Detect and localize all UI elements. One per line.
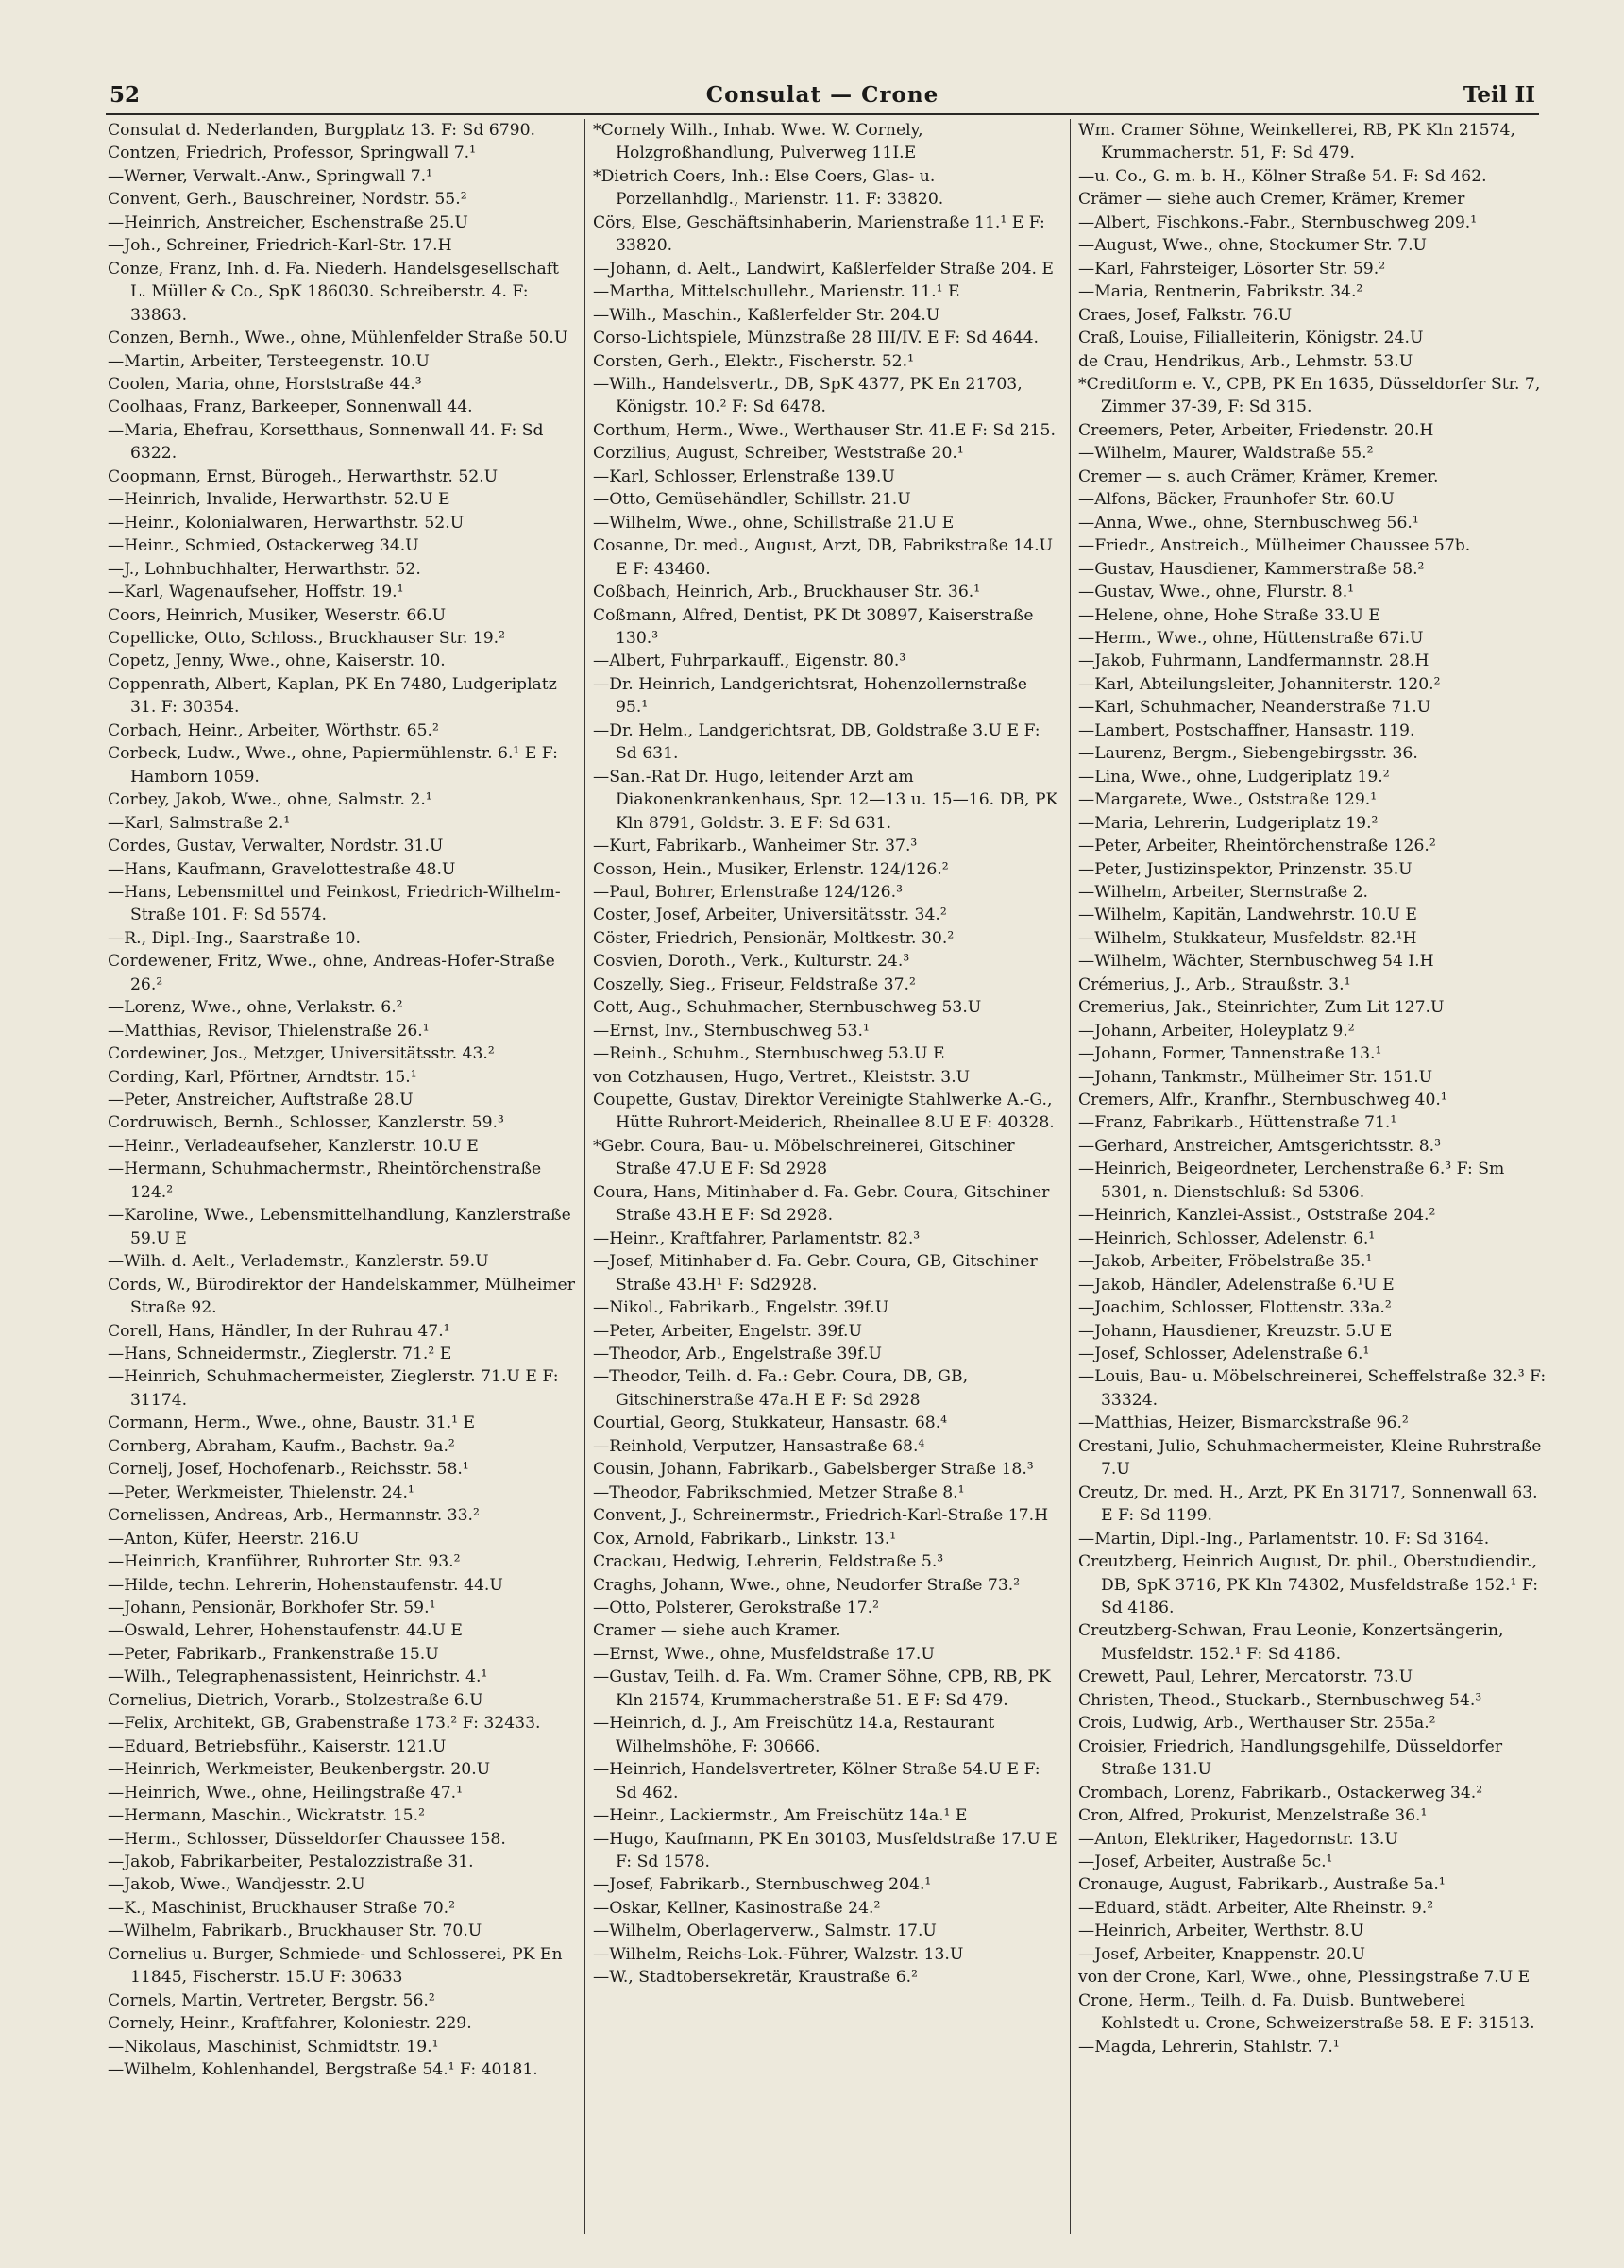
directory-entry: Cords, W., Bürodirektor der Handelskammer, Mülheimer Straße 92.: [108, 1275, 575, 1318]
directory-entry: —Wilhelm, Stukkateur, Musfeldstr. 82.¹H: [1078, 928, 1417, 948]
page-number: 52: [110, 82, 141, 108]
directory-entry: von der Crone, Karl, Wwe., ohne, Plessingstraße 7.U E: [1078, 1968, 1531, 1988]
directory-entry: —K., Maschinist, Bruckhauser Straße 70.²: [108, 1898, 455, 1918]
directory-entry: —Jakob, Händler, Adelenstraße 6.¹U E: [1078, 1275, 1395, 1295]
directory-entry: —Anton, Küfer, Heerstr. 216.U: [108, 1529, 360, 1549]
directory-entry: Coszelly, Sieg., Friseur, Feldstraße 37.²: [593, 974, 916, 994]
directory-entry: —Hans, Lebensmittel und Feinkost, Friedrich-Wilhelm-Straße 101. F: Sd 5574.: [108, 882, 561, 925]
directory-entry: Consulat d. Nederlanden, Burgplatz 13. F: Sd 6790.: [108, 121, 535, 140]
directory-entry: Cousin, Johann, Fabrikarb., Gabelsberger Straße 18.³: [593, 1460, 1034, 1480]
directory-entry: —Maria, Rentnerin, Fabrikstr. 34.²: [1078, 282, 1363, 302]
directory-entry: —Alfons, Bäcker, Fraunhofer Str. 60.U: [1078, 490, 1395, 510]
directory-entry: —Heinr., Verladeaufseher, Kanzlerstr. 10.U E: [108, 1136, 479, 1156]
directory-entry: —Johann, Hausdiener, Kreuzstr. 5.U E: [1078, 1321, 1393, 1341]
directory-entry: —Theodor, Arb., Engelstraße 39f.U: [593, 1345, 883, 1364]
directory-entry: Corbach, Heinr., Arbeiter, Wörthstr. 65.²: [108, 720, 439, 740]
directory-entry: —Martha, Mittelschullehr., Marienstr. 11.¹ E: [593, 282, 960, 302]
directory-entry: —Theodor, Fabrikschmied, Metzer Straße 8.¹: [593, 1482, 965, 1502]
directory-entry: —Peter, Werkmeister, Thielenstr. 24.¹: [108, 1482, 414, 1502]
directory-entry: von Cotzhausen, Hugo, Vertret., Kleiststr. 3.U: [593, 1067, 971, 1087]
directory-entry: Cosson, Hein., Musiker, Erlenstr. 124/126.²: [593, 859, 949, 879]
page-header: [106, 81, 1539, 115]
directory-entry: Cott, Aug., Schuhmacher, Sternbuschweg 53.U: [593, 998, 982, 1018]
directory-entry: —Heinrich, Wwe., ohne, Heilingstraße 47.¹: [108, 1783, 464, 1803]
directory-entry: —Helene, ohne, Hohe Straße 33.U E: [1078, 605, 1380, 625]
directory-entry: Courtial, Georg, Stukkateur, Hansastr. 68.⁴: [593, 1413, 948, 1433]
directory-entry: —Dr. Heinrich, Landgerichtsrat, Hohenzollernstraße 95.¹: [593, 674, 1027, 718]
directory-entry: Christen, Theod., Stuckarb., Sternbuschweg 54.³: [1078, 1690, 1482, 1710]
directory-entry: —Heinrich, Invalide, Herwarthstr. 52.U E: [108, 490, 450, 510]
directory-entry: de Crau, Hendrikus, Arb., Lehmstr. 53.U: [1078, 351, 1413, 371]
directory-entry: —Ernst, Inv., Sternbuschweg 53.¹: [593, 1021, 870, 1041]
running-title: Consulat — Crone: [705, 82, 939, 108]
directory-entry: —Josef, Fabrikarb., Sternbuschweg 204.¹: [593, 1875, 932, 1895]
directory-entry: Convent, Gerh., Bauschreiner, Nordstr. 55.²: [108, 190, 467, 210]
directory-entry: Cornelius, Dietrich, Vorarb., Stolzestraße 6.U: [108, 1690, 483, 1710]
directory-entry: Cordewener, Fritz, Wwe., ohne, Andreas-Hofer-Straße 26.²: [108, 952, 555, 994]
directory-entry: Crois, Ludwig, Arb., Werthauser Str. 255a.²: [1078, 1714, 1436, 1734]
directory-entry: —Karl, Salmstraße 2.¹: [108, 813, 291, 833]
directory-entry: —Hugo, Kaufmann, PK En 30103, Musfeldstraße 17.U E F: Sd 1578.: [593, 1829, 1057, 1871]
directory-entry: Craß, Louise, Filialleiterin, Königstr. 24.U: [1078, 329, 1424, 348]
directory-column-2: [593, 119, 1061, 2234]
directory-entry: —Karoline, Wwe., Lebensmittelhandlung, Kanzlerstraße 59.U E: [108, 1206, 571, 1248]
directory-entry: —San.-Rat Dr. Hugo, leitender Arzt am Diakonenkrankenhaus, Spr. 12—13 u. 15—16. DB, PK Kln 8791, Goldstr. 3. E F: Sd 631.: [593, 767, 1058, 833]
directory-entry: —Hermann, Maschin., Wickratstr. 15.²: [108, 1806, 425, 1826]
directory-entry: Crémerius, J., Arb., Straußstr. 3.¹: [1078, 974, 1351, 994]
directory-entry: Coßmann, Alfred, Dentist, PK Dt 30897, Kaiserstraße 130.³: [593, 605, 1034, 648]
directory-entry: —Johann, d. Aelt., Landwirt, Kaßlerfelder Straße 204. E: [593, 259, 1054, 279]
directory-entry: —Reinh., Schuhm., Sternbuschweg 53.U E: [593, 1044, 945, 1064]
directory-entry: —Hans, Schneidermstr., Zieglerstr. 71.² E: [108, 1345, 452, 1364]
directory-entry: —Otto, Polsterer, Gerokstraße 17.²: [593, 1599, 880, 1617]
directory-entry: Cordewiner, Jos., Metzger, Universitätsstr. 43.²: [108, 1044, 495, 1064]
directory-entry: —Werner, Verwalt.-Anw., Springwall 7.¹: [108, 166, 432, 186]
directory-entry: Cremers, Alfr., Kranfhr., Sternbuschweg 40.¹: [1078, 1091, 1447, 1110]
directory-entry: —Karl, Schuhmacher, Neanderstraße 71.U: [1078, 698, 1431, 718]
directory-entry: —Wilh. d. Aelt., Verlademstr., Kanzlerstr. 59.U: [108, 1252, 489, 1272]
directory-entry: —Heinr., Schmied, Ostackerweg 34.U: [108, 536, 419, 556]
directory-entry: —Jakob, Arbeiter, Fröbelstraße 35.¹: [1078, 1252, 1373, 1272]
directory-entry: —Ernst, Wwe., ohne, Musfeldstraße 17.U: [593, 1644, 935, 1664]
directory-entry: —Gustav, Teilh. d. Fa. Wm. Cramer Söhne, CPB, RB, PK Kln 21574, Krummacherstraße 51. E F: Sd 479.: [593, 1667, 1051, 1710]
directory-entry: Craes, Josef, Falkstr. 76.U: [1078, 305, 1293, 325]
directory-entry: —Peter, Arbeiter, Rheintörchenstraße 126.²: [1078, 837, 1436, 856]
directory-entry: Cornelius u. Burger, Schmiede- und Schlosserei, PK En 11845, Fischerstr. 15.U F: 30633: [108, 1944, 563, 1988]
directory-entry: —Josef, Arbeiter, Austraße 5c.¹: [1078, 1852, 1333, 1871]
directory-entry: —Peter, Anstreicher, Auftstraße 28.U: [108, 1091, 414, 1110]
directory-entry: Cremerius, Jak., Steinrichter, Zum Lit 127.U: [1078, 998, 1445, 1018]
directory-entry: Cronauge, August, Fabrikarb., Austraße 5a.¹: [1078, 1875, 1446, 1895]
directory-entry: —Oswald, Lehrer, Hohenstaufenstr. 44.U E: [108, 1621, 463, 1641]
directory-entry: —Karl, Schlosser, Erlenstraße 139.U: [593, 466, 895, 486]
directory-entry: Coura, Hans, Mitinhaber d. Fa. Gebr. Coura, Gitschiner Straße 43.H E F: Sd 2928.: [593, 1182, 1050, 1226]
directory-entry: —Heinrich, Kranführer, Ruhrorter Str. 93.²: [108, 1552, 461, 1572]
directory-entry: —Gustav, Wwe., ohne, Flurstr. 8.¹: [1078, 583, 1355, 602]
directory-entry: —u. Co., G. m. b. H., Kölner Straße 54. F: Sd 462.: [1078, 166, 1487, 186]
directory-entry: —Magda, Lehrerin, Stahlstr. 7.¹: [1078, 2037, 1340, 2056]
directory-entry: —Jakob, Wwe., Wandjesstr. 2.U: [108, 1875, 365, 1895]
directory-entry: —Heinrich, Beigeordneter, Lerchenstraße 6.³ F: Sm 5301, n. Dienstschluß: Sd 5306.: [1078, 1159, 1505, 1202]
directory-entry: —Wilhelm, Fabrikarb., Bruckhauser Str. 70.U: [108, 1921, 482, 1941]
directory-entry: —Heinrich, Schuhmachermeister, Zieglerstr. 71.U E F: 31174.: [108, 1367, 559, 1410]
directory-entry: Cosvien, Doroth., Verk., Kulturstr. 24.³: [593, 952, 910, 972]
directory-entry: Cornely, Heinr., Kraftfahrer, Koloniestr. 229.: [108, 2014, 472, 2034]
directory-entry: —Heinr., Kolonialwaren, Herwarthstr. 52.U: [108, 513, 465, 533]
directory-entry: *Cornely Wilh., Inhab. Wwe. W. Cornely, Holzgroßhandlung, Pulverweg 11I.E: [593, 121, 923, 163]
directory-entry: —Herm., Wwe., ohne, Hüttenstraße 67i.U: [1078, 628, 1424, 648]
directory-entry: —Nikol., Fabrikarb., Engelstr. 39f.U: [593, 1298, 889, 1318]
directory-entry: Coopmann, Ernst, Bürogeh., Herwarthstr. 52.U: [108, 466, 499, 486]
directory-entry: Creutzberg-Schwan, Frau Leonie, Konzertsängerin, Musfeldstr. 152.¹ F: Sd 4186.: [1078, 1621, 1504, 1664]
directory-entry: —Martin, Dipl.-Ing., Parlamentstr. 10. F: Sd 3164.: [1078, 1529, 1490, 1549]
directory-entry: Coppenrath, Albert, Kaplan, PK En 7480, Ludgeriplatz 31. F: 30354.: [108, 674, 557, 718]
directory-entry: —Karl, Abteilungsleiter, Johanniterstr. 120.²: [1078, 674, 1441, 694]
directory-entry: *Dietrich Coers, Inh.: Else Coers, Glas- u. Porzellanhdlg., Marienstr. 11. F: 33820.: [593, 166, 944, 210]
directory-entry: —Anna, Wwe., ohne, Sternbuschweg 56.¹: [1078, 513, 1419, 533]
directory-entry: —Karl, Wagenaufseher, Hoffstr. 19.¹: [108, 583, 404, 602]
directory-entry: —Wilhelm, Wwe., ohne, Schillstraße 21.U E: [593, 513, 955, 533]
directory-entry: Cramer — siehe auch Kramer.: [593, 1621, 841, 1641]
directory-entry: —Heinrich, Arbeiter, Werthstr. 8.U: [1078, 1921, 1364, 1941]
directory-column-3: [1078, 119, 1547, 2234]
directory-entry: —W., Stadtobersekretär, Kraustraße 6.²: [593, 1968, 918, 1988]
directory-entry: —Johann, Arbeiter, Holeyplatz 9.²: [1078, 1021, 1355, 1041]
directory-entry: Cordes, Gustav, Verwalter, Nordstr. 31.U: [108, 837, 444, 856]
directory-entry: —Joh., Schreiner, Friedrich-Karl-Str. 17.H: [108, 236, 452, 256]
directory-entry: Crestani, Julio, Schuhmachermeister, Kleine Ruhrstraße 7.U: [1078, 1436, 1542, 1480]
directory-entry: —Martin, Arbeiter, Tersteegenstr. 10.U: [108, 351, 430, 371]
directory-entry: —Wilh., Maschin., Kaßlerfelder Str. 204.U: [593, 305, 940, 325]
directory-entry: —Friedr., Anstreich., Mülheimer Chaussee 57b.: [1078, 536, 1471, 556]
directory-entry: Cornelissen, Andreas, Arb., Hermannstr. 33.²: [108, 1506, 480, 1526]
directory-entry: Coors, Heinrich, Musiker, Weserstr. 66.U: [108, 605, 447, 625]
directory-entry: —Kurt, Fabrikarb., Wanheimer Str. 37.³: [593, 837, 918, 856]
directory-entry: —Hans, Kaufmann, Gravelottestraße 48.U: [108, 859, 456, 879]
directory-entry: —Heinr., Kraftfahrer, Parlamentstr. 82.³: [593, 1228, 921, 1248]
directory-entry: Cording, Karl, Pförtner, Arndtstr. 15.¹: [108, 1067, 417, 1087]
directory-entry: —Heinrich, d. J., Am Freischütz 14.a, Restaurant Wilhelmshöhe, F: 30666.: [593, 1714, 995, 1756]
directory-entry: Craghs, Johann, Wwe., ohne, Neudorfer Straße 73.²: [593, 1575, 1021, 1595]
directory-entry: Cornels, Martin, Vertreter, Bergstr. 56.²: [108, 1990, 435, 2010]
directory-entry: Copetz, Jenny, Wwe., ohne, Kaiserstr. 10.: [108, 652, 446, 671]
directory-entry: —Wilhelm, Arbeiter, Sternstraße 2.: [1078, 882, 1368, 902]
directory-entry: —Jakob, Fabrikarbeiter, Pestalozzistraße 31.: [108, 1852, 474, 1871]
directory-entry: —Louis, Bau- u. Möbelschreinerei, Scheffelstraße 32.³ F: 33324.: [1078, 1367, 1547, 1410]
column-divider-2: [1070, 119, 1071, 2234]
directory-entry: *Gebr. Coura, Bau- u. Möbelschreinerei, Gitschiner Straße 47.U E F: Sd 2928: [593, 1136, 1015, 1179]
directory-entry: Corell, Hans, Händler, In der Ruhrau 47.¹: [108, 1321, 450, 1341]
directory-entry: —Wilh., Telegraphenassistent, Heinrichstr. 4.¹: [108, 1667, 488, 1687]
directory-entry: Corso-Lichtspiele, Münzstraße 28 III/IV. E F: Sd 4644.: [593, 329, 1040, 348]
directory-entry: Cremer — s. auch Crämer, Krämer, Kremer.: [1078, 466, 1439, 486]
directory-entry: —Wilhelm, Kohlenhandel, Bergstraße 54.¹ F: 40181.: [108, 2060, 538, 2080]
directory-entry: Conze, Franz, Inh. d. Fa. Niederh. Handelsgesellschaft L. Müller & Co., SpK 186030. Schreiberstr. 4. F: 33863.: [108, 259, 559, 325]
directory-entry: —Herm., Schlosser, Düsseldorfer Chaussee 158.: [108, 1829, 506, 1849]
directory-entry: Convent, J., Schreinermstr., Friedrich-Karl-Straße 17.H: [593, 1506, 1049, 1526]
section-label: Teil II: [1463, 82, 1535, 108]
directory-entry: Conzen, Bernh., Wwe., ohne, Mühlenfelder Straße 50.U: [108, 329, 568, 348]
directory-entry: —Lina, Wwe., ohne, Ludgeriplatz 19.²: [1078, 767, 1390, 787]
directory-entry: —Matthias, Revisor, Thielenstraße 26.¹: [108, 1021, 430, 1041]
directory-entry: Corthum, Herm., Wwe., Werthauser Str. 41.E F: Sd 215.: [593, 420, 1056, 440]
directory-entry: Cöster, Friedrich, Pensionär, Moltkestr. 30.²: [593, 928, 955, 948]
directory-entry: —Otto, Gemüsehändler, Schillstr. 21.U: [593, 490, 911, 510]
directory-entry: —Nikolaus, Maschinist, Schmidtstr. 19.¹: [108, 2037, 439, 2056]
directory-entry: —Wilhelm, Kapitän, Landwehrstr. 10.U E: [1078, 906, 1417, 925]
directory-entry: —Eduard, städt. Arbeiter, Alte Rheinstr. 9.²: [1078, 1898, 1434, 1918]
directory-entry: Creutzberg, Heinrich August, Dr. phil., Oberstudiendir., DB, SpK 3716, PK Kln 74302, Musfeldstraße 152.¹ F: Sd 4186.: [1078, 1552, 1538, 1617]
directory-entry: Coster, Josef, Arbeiter, Universitätsstr. 34.²: [593, 906, 947, 925]
directory-entry: Wm. Cramer Söhne, Weinkellerei, RB, PK Kln 21574, Krummacherstr. 51, F: Sd 479.: [1078, 121, 1515, 163]
directory-entry: —Johann, Tankmstr., Mülheimer Str. 151.U: [1078, 1067, 1433, 1087]
directory-entry: Copellicke, Otto, Schloss., Bruckhauser Str. 19.²: [108, 628, 506, 648]
directory-entry: Crackau, Hedwig, Lehrerin, Feldstraße 5.³: [593, 1552, 944, 1572]
directory-entry: —Oskar, Kellner, Kasinostraße 24.²: [593, 1898, 881, 1918]
directory-entry: —Josef, Arbeiter, Knappenstr. 20.U: [1078, 1944, 1365, 1964]
directory-entry: —Karl, Fahrsteiger, Lösorter Str. 59.²: [1078, 259, 1386, 279]
directory-entry: —Johann, Former, Tannenstraße 13.¹: [1078, 1044, 1382, 1064]
directory-entry: —Johann, Pensionär, Borkhofer Str. 59.¹: [108, 1599, 436, 1617]
directory-entry: —Heinrich, Schlosser, Adelenstr. 6.¹: [1078, 1228, 1376, 1248]
directory-entry: —Albert, Fuhrparkauff., Eigenstr. 80.³: [593, 652, 906, 671]
directory-entry: Cornelj, Josef, Hochofenarb., Reichsstr. 58.¹: [108, 1460, 469, 1480]
directory-entry: —Jakob, Fuhrmann, Landfermannstr. 28.H: [1078, 652, 1429, 671]
directory-entry: Corbey, Jakob, Wwe., ohne, Salmstr. 2.¹: [108, 790, 432, 810]
directory-entry: —Dr. Helm., Landgerichtsrat, DB, Goldstraße 3.U E F: Sd 631.: [593, 720, 1040, 764]
directory-entry: —Peter, Arbeiter, Engelstr. 39f.U: [593, 1321, 862, 1341]
directory-entry: —Hilde, techn. Lehrerin, Hohenstaufenstr. 44.U: [108, 1575, 503, 1595]
directory-entry: Cörs, Else, Geschäftsinhaberin, Marienstraße 11.¹ E F: 33820.: [593, 212, 1045, 256]
directory-entry: —Margarete, Wwe., Oststraße 129.¹: [1078, 790, 1378, 810]
directory-entry: —Matthias, Heizer, Bismarckstraße 96.²: [1078, 1413, 1409, 1433]
directory-entry: Crombach, Lorenz, Fabrikarb., Ostackerweg 34.²: [1078, 1783, 1483, 1803]
directory-entry: —Josef, Schlosser, Adelenstraße 6.¹: [1078, 1345, 1370, 1364]
directory-entry: —Gerhard, Anstreicher, Amtsgerichtsstr. 8.³: [1078, 1136, 1441, 1156]
directory-entry: Cosanne, Dr. med., August, Arzt, DB, Fabrikstraße 14.U E F: 43460.: [593, 536, 1054, 579]
directory-entry: —Heinrich, Werkmeister, Beukenbergstr. 20.U: [108, 1760, 491, 1780]
directory-entry: Corsten, Gerh., Elektr., Fischerstr. 52.¹: [593, 351, 914, 371]
directory-entry: Creutz, Dr. med. H., Arzt, PK En 31717, Sonnenwall 63. E F: Sd 1199.: [1078, 1482, 1538, 1526]
directory-entry: Cormann, Herm., Wwe., ohne, Baustr. 31.¹ E: [108, 1413, 476, 1433]
directory-entry: Crone, Herm., Teilh. d. Fa. Duisb. Buntweberei Kohlstedt u. Crone, Schweizerstraße 58. E F: 31513.: [1078, 1990, 1535, 2034]
directory-entry: —Franz, Fabrikarb., Hüttenstraße 71.¹: [1078, 1113, 1397, 1133]
directory-entry: Cron, Alfred, Prokurist, Menzelstraße 36.¹: [1078, 1806, 1428, 1826]
directory-entry: —Peter, Justizinspektor, Prinzenstr. 35.U: [1078, 859, 1413, 879]
directory-entry: —Hermann, Schuhmachermstr., Rheintörchenstraße 124.²: [108, 1159, 542, 1202]
directory-entry: —Wilhelm, Maurer, Waldstraße 55.²: [1078, 444, 1374, 464]
directory-entry: Coolhaas, Franz, Barkeeper, Sonnenwall 44.: [108, 398, 473, 417]
directory-entry: —Heinrich, Anstreicher, Eschenstraße 25.U: [108, 212, 468, 232]
directory-entry: Crämer — siehe auch Cremer, Krämer, Kremer: [1078, 190, 1465, 210]
directory-entry: —J., Lohnbuchhalter, Herwarthstr. 52.: [108, 559, 421, 579]
directory-entry: Cordruwisch, Bernh., Schlosser, Kanzlerstr. 59.³: [108, 1113, 504, 1133]
directory-entry: —Laurenz, Bergm., Siebengebirgsstr. 36.: [1078, 744, 1418, 764]
directory-entry: —Reinhold, Verputzer, Hansastraße 68.⁴: [593, 1436, 925, 1456]
directory-entry: Croisier, Friedrich, Handlungsgehilfe, Düsseldorfer Straße 131.U: [1078, 1736, 1503, 1780]
directory-entry: —Maria, Ehefrau, Korsetthaus, Sonnenwall 44. F: Sd 6322.: [108, 420, 544, 464]
directory-entry: Corbeck, Ludw., Wwe., ohne, Papiermühlenstr. 6.¹ E F: Hamborn 1059.: [108, 744, 558, 787]
directory-entry: *Creditform e. V., CPB, PK En 1635, Düsseldorfer Str. 7, Zimmer 37-39, F: Sd 315.: [1078, 374, 1541, 417]
directory-entry: Cox, Arnold, Fabrikarb., Linkstr. 13.¹: [593, 1529, 897, 1549]
directory-entry: —Gustav, Hausdiener, Kammerstraße 58.²: [1078, 559, 1425, 579]
directory-entry: Creemers, Peter, Arbeiter, Friedenstr. 20.H: [1078, 420, 1434, 440]
directory-entry: Coolen, Maria, ohne, Horststraße 44.³: [108, 374, 422, 394]
directory-entry: —Theodor, Teilh. d. Fa.: Gebr. Coura, DB, GB, Gitschinerstraße 47a.H E F: Sd 2928: [593, 1367, 969, 1410]
directory-entry: —Lorenz, Wwe., ohne, Verlakstr. 6.²: [108, 998, 403, 1018]
directory-entry: —Heinrich, Handelsvertreter, Kölner Straße 54.U E F: Sd 462.: [593, 1760, 1040, 1803]
directory-entry: —Wilh., Handelsvertr., DB, SpK 4377, PK En 21703, Königstr. 10.² F: Sd 6478.: [593, 374, 1023, 417]
directory-entry: —Wilhelm, Wächter, Sternbuschweg 54 I.H: [1078, 952, 1434, 972]
directory-entry: —Albert, Fischkons.-Fabr., Sternbuschweg 209.¹: [1078, 212, 1478, 232]
directory-entry: —Josef, Mitinhaber d. Fa. Gebr. Coura, GB, Gitschiner Straße 43.H¹ F: Sd2928.: [593, 1252, 1038, 1295]
directory-entry: —Wilhelm, Oberlagerverw., Salmstr. 17.U: [593, 1921, 937, 1941]
directory-entry: Cornberg, Abraham, Kaufm., Bachstr. 9a.²: [108, 1436, 455, 1456]
directory-entry: —Felix, Architekt, GB, Grabenstraße 173.² F: 32433.: [108, 1714, 541, 1734]
directory-entry: —Joachim, Schlosser, Flottenstr. 33a.²: [1078, 1298, 1392, 1318]
directory-entry: Crewett, Paul, Lehrer, Mercatorstr. 73.U: [1078, 1667, 1413, 1687]
directory-entry: —Lambert, Postschaffner, Hansastr. 119.: [1078, 720, 1415, 740]
directory-entry: —August, Wwe., ohne, Stockumer Str. 7.U: [1078, 236, 1428, 256]
directory-entry: Corzilius, August, Schreiber, Weststraße 20.¹: [593, 444, 964, 464]
directory-entry: —Eduard, Betriebsführ., Kaiserstr. 121.U: [108, 1736, 447, 1756]
directory-entry: Coßbach, Heinrich, Arb., Bruckhauser Str. 36.¹: [593, 583, 981, 602]
directory-entry: Coupette, Gustav, Direktor Vereinigte Stahlwerke A.-G., Hütte Ruhrort-Meiderich, Rheinallee 8.U E F: 40328.: [593, 1091, 1055, 1133]
directory-entry: —Heinrich, Kanzlei-Assist., Oststraße 204.²: [1078, 1206, 1436, 1226]
directory-entry: —Wilhelm, Reichs-Lok.-Führer, Walzstr. 13.U: [593, 1944, 964, 1964]
directory-entry: —Heinr., Lackiermstr., Am Freischütz 14a.¹ E: [593, 1806, 968, 1826]
directory-column-1: [108, 119, 576, 2234]
directory-entry: —Anton, Elektriker, Hagedornstr. 13.U: [1078, 1829, 1398, 1849]
directory-entry: —Peter, Fabrikarb., Frankenstraße 15.U: [108, 1644, 439, 1664]
directory-entry: —Paul, Bohrer, Erlenstraße 124/126.³: [593, 882, 903, 902]
directory-entry: Contzen, Friedrich, Professor, Springwall 7.¹: [108, 144, 477, 163]
directory-entry: —Maria, Lehrerin, Ludgeriplatz 19.²: [1078, 813, 1379, 833]
directory-entry: —R., Dipl.-Ing., Saarstraße 10.: [108, 928, 361, 948]
column-divider-1: [584, 119, 585, 2234]
